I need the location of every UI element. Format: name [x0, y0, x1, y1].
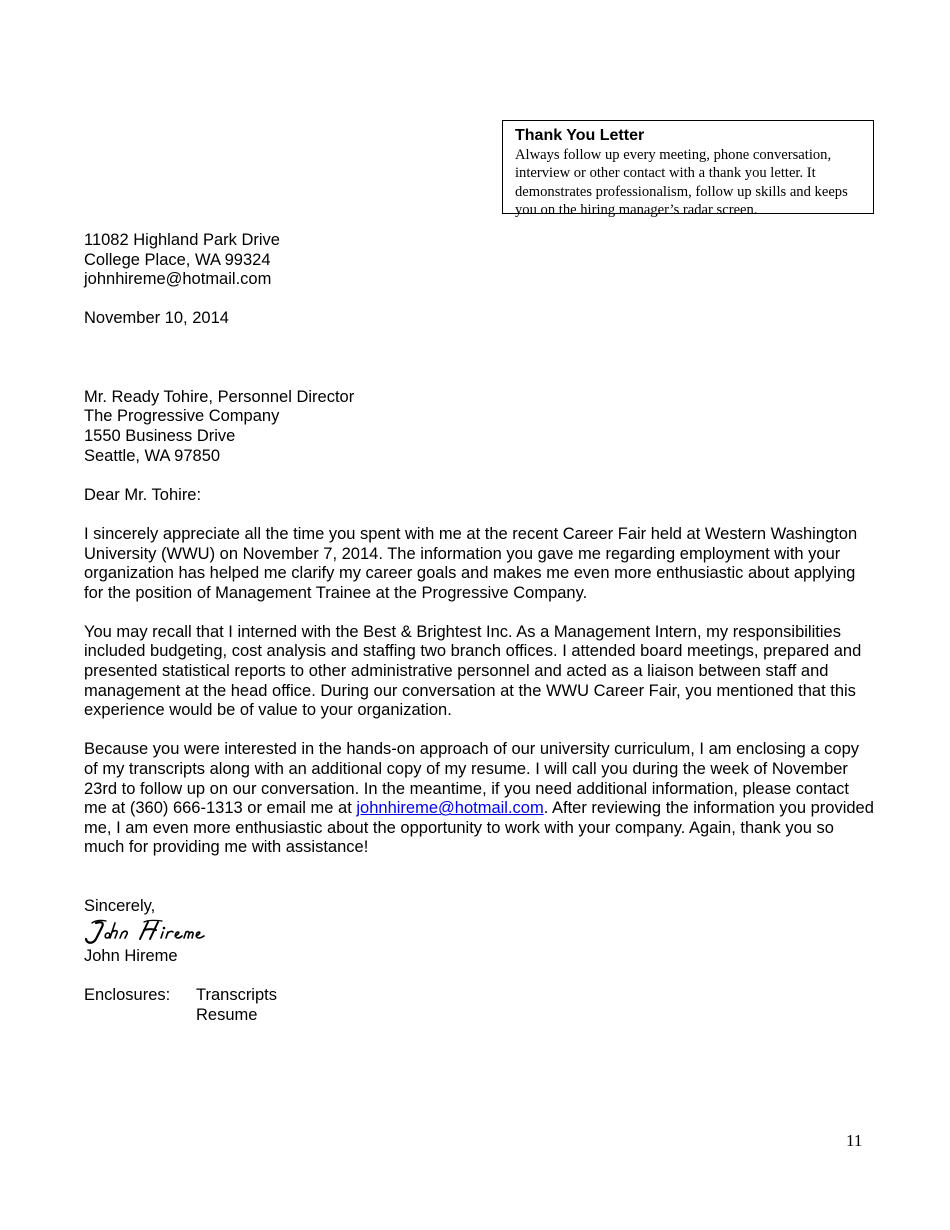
paragraph-3-text-start: Because you were interested in the hands-on approach of our university curriculum, I am enclosing a copy of my transcripts along with an additional copy of my resume. I will call you during the week of November 23rd to follow up on our conversation. In the meantime, if you need additional information, please contact me at (360) 666-1313 or email me at — [84, 740, 860, 818]
tip-box-body: Always follow up every meeting, phone conversation, interview or other contact with a thank you letter. It demonstrates professionalism, follow up skills and keeps you on the hiring manager’s radar screen. — [515, 147, 848, 219]
recipient-city-state-zip: Seattle, WA 97850 — [84, 446, 221, 465]
handwritten-signature — [84, 917, 214, 947]
tip-box-title: Thank You Letter — [515, 127, 645, 144]
closing: Sincerely, — [84, 897, 156, 916]
paragraph-3 — [84, 740, 874, 858]
sender-email: johnhireme@hotmail.com — [84, 270, 272, 289]
sender-street: 11082 Highland Park Drive — [84, 231, 280, 249]
enclosures-list — [196, 986, 277, 1025]
enclosures-label: Enclosures: — [84, 985, 171, 1004]
email-link[interactable]: johnhireme@hotmail.com — [356, 799, 544, 818]
paragraph-3-text-end: . After reviewing the information you provided me, I am even more enthusiastic about the opportunity to work with your company. Again, thank you so much for providing me with assistance! — [84, 799, 874, 857]
tip-box — [502, 120, 874, 219]
page-number: 11 — [846, 1131, 863, 1150]
enclosures — [84, 986, 874, 1025]
recipient-company: The Progressive Company — [84, 407, 280, 426]
sender-address — [84, 231, 874, 290]
enclosure-item: Resume — [196, 1005, 258, 1024]
enclosure-item: Transcripts — [196, 985, 277, 1004]
recipient-name-title: Mr. Ready Tohire, Personnel Director — [84, 387, 355, 406]
paragraph-1: I sincerely appreciate all the time you spent with me at the recent Career Fair held at Western Washington University (WWU) on November 7, 2014. The information you gave me regarding employment with your organization has helped me clarify my career goals and makes me even more enthusiastic about applying for the position of Management Trainee at the Progressive Company. — [84, 524, 858, 602]
letter-body — [84, 231, 874, 1025]
paragraph-2: You may recall that I interned with the Best & Brightest Inc. As a Management Intern, my responsibilities included budgeting, cost analysis and staffing two branch offices. I attended board meetings, prepared and presented statistical reports to other administrative personnel and acted as a liaison between staff and management at the head office. During our conversation at the WWU Career Fair, you mentioned that this experience would be of value to your organization. — [84, 622, 862, 720]
salutation: Dear Mr. Tohire: — [84, 485, 202, 504]
letter-date: November 10, 2014 — [84, 309, 229, 328]
recipient-street: 1550 Business Drive — [84, 426, 236, 445]
recipient-address — [84, 388, 874, 466]
signer-name: John Hireme — [84, 946, 178, 965]
sender-city-state-zip: College Place, WA 99324 — [84, 250, 271, 269]
